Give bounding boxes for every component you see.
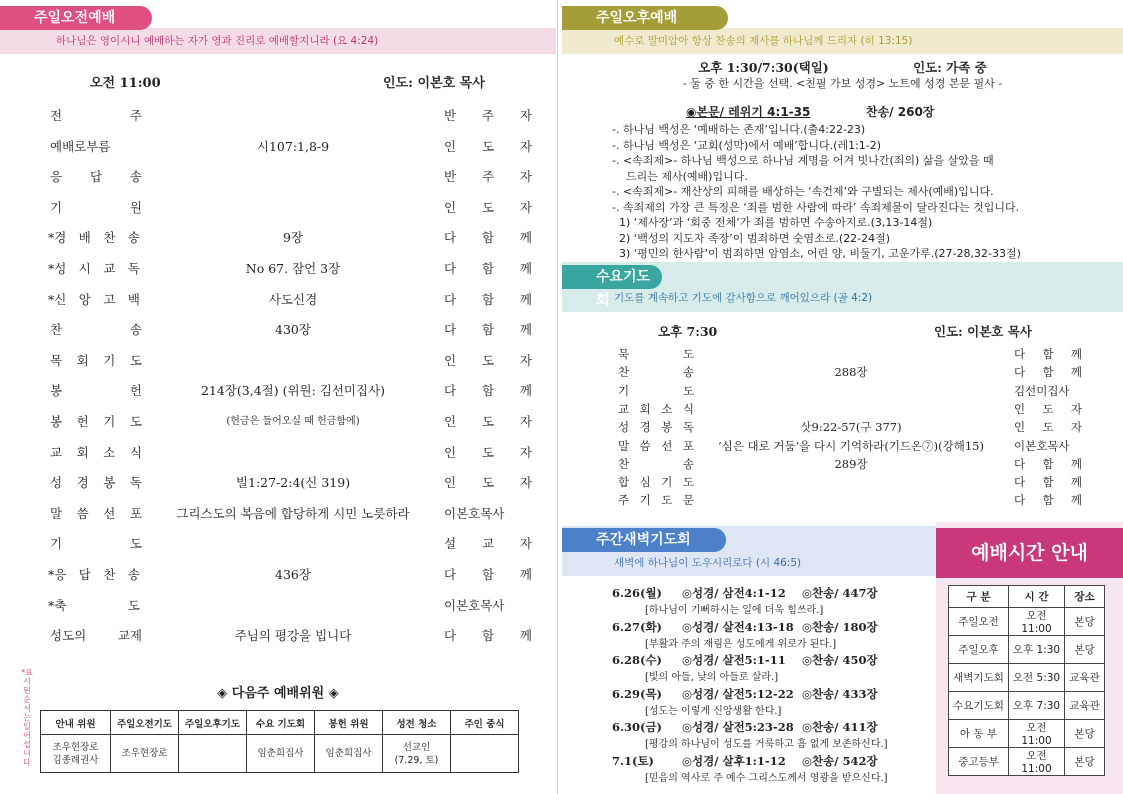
am-order-row — [0, 106, 556, 130]
time-guide-time: 오전11:00 — [1009, 608, 1065, 636]
wednesday-order-title: 주 기 도 문 — [618, 493, 694, 508]
wednesday-leader: 인도: 이본호 목사 — [934, 324, 1032, 339]
sunday-am-verse: 하나님은 영이시니 예배하는 자가 영과 진리로 예배할지니라 (요 4:24) — [0, 28, 556, 54]
am-order-row — [0, 137, 556, 161]
wednesday-order-title: 말 씀 선 포 — [618, 438, 694, 453]
time-guide-service: 중고등부 — [949, 748, 1009, 776]
am-order-title: 성도의 교제 — [50, 628, 142, 644]
dawn-day-passage: ◎성경/ 살전5:1-11 — [682, 653, 786, 667]
am-order-title: 응 답 송 — [50, 169, 142, 185]
wednesday-order-row — [0, 474, 1123, 492]
dawn-day-theme: [믿음의 역사로 주 예수 그리스도께서 영광을 받으신다.] — [645, 772, 888, 784]
am-order-detail: 사도신경 — [268, 291, 318, 307]
am-order-person: 다 함 께 — [444, 291, 532, 307]
time-guide-place: 본당 — [1065, 608, 1105, 636]
wednesday-order-title: 성 경 봉 독 — [618, 420, 694, 435]
dawn-day-row — [612, 619, 878, 635]
am-order-row — [0, 626, 556, 650]
next-week-value — [179, 735, 247, 773]
am-order-row — [0, 565, 556, 589]
am-order-person: 다 함 께 — [444, 628, 532, 644]
dawn-day-passage: ◎성경/ 삼전4:1-12 — [682, 586, 786, 600]
sunday-pm-verse: 예수로 말미암아 항상 찬송의 제사를 하나님께 드리자 (히 13:15) — [562, 28, 1123, 54]
am-order-title: 교 회 소 식 — [50, 444, 142, 460]
sunday-pm-info — [562, 58, 1123, 76]
am-order-title: 말 씀 선 포 — [50, 505, 142, 521]
am-order-title: *성 시 교 독 — [48, 261, 140, 276]
am-order-title: 목 회 기 도 — [50, 352, 142, 368]
time-guide-place: 본당 — [1065, 720, 1105, 748]
next-week-value: 임춘희집사 — [247, 735, 315, 773]
am-order-title: *응 답 찬 송 — [48, 567, 140, 582]
dawn-day-theme: [하나님이 기뻐하시는 일에 더욱 힘쓰라.] — [645, 605, 824, 616]
dawn-day-date: 6.26(월) — [612, 586, 662, 600]
time-guide-table — [948, 585, 1105, 776]
wednesday-order-detail: ‘심은 대로 거둠’을 다시 기억하라(기드온⑦)(강해15) — [718, 438, 984, 453]
am-order-person: 반 주 자 — [444, 108, 532, 123]
dawn-day-passage: ◎성경/ 살전5:12-22 — [682, 686, 794, 701]
wednesday-order-person: 인 도 자 — [1014, 420, 1082, 435]
wednesday-order-row — [0, 401, 1123, 419]
dawn-day-passage: ◎성경/ 살전4:13-18 — [682, 619, 794, 634]
am-order-title: 전 주 — [50, 108, 142, 123]
wednesday-order-person: 이본호목사 — [1014, 438, 1070, 453]
wednesday-order-title: 찬 송 — [618, 456, 694, 471]
wednesday-order-detail: 289장 — [834, 456, 868, 471]
am-order-person: 이본호목사 — [444, 597, 505, 613]
next-week-value — [451, 735, 519, 773]
dawn-day-hymn: ◎찬송/ 450장 — [802, 653, 878, 667]
am-order-title: 성 경 봉 독 — [50, 475, 142, 491]
am-order-detail: 빌1:27-2:4(신 319) — [235, 475, 351, 491]
am-order-row — [0, 320, 556, 344]
time-guide-service: 아 동 부 — [949, 720, 1009, 748]
wednesday-order-title: 찬 송 — [618, 365, 694, 380]
time-guide-time: 오후 1:30 — [1009, 636, 1065, 664]
dawn-day-date: 6.27(화) — [612, 619, 662, 634]
am-order-detail: No 67. 잠언 3장 — [245, 261, 341, 276]
time-guide-title: 예배시간 안내 — [936, 528, 1123, 578]
wednesday-order-person: 다 함 께 — [1014, 493, 1082, 508]
wednesday-order-person: 김선미집사 — [1014, 383, 1070, 398]
am-order-row — [0, 290, 556, 314]
dawn-day-date: 7.1(토) — [612, 753, 654, 768]
time-guide-panel — [936, 522, 1123, 794]
next-week-header: 주일오전기도 — [111, 711, 179, 735]
wednesday-order-row — [0, 364, 1123, 382]
time-guide-row — [949, 720, 1105, 748]
next-week-value: 조우현장로 김종례권사 — [41, 735, 111, 773]
wednesday-time: 오후 7:30 — [658, 324, 718, 339]
next-week-header: 봉헌 위원 — [315, 711, 383, 735]
am-order-person: 인 도 자 — [444, 138, 532, 154]
next-week-header: 주일오후기도 — [179, 711, 247, 735]
next-week-value: 임춘희집사 — [315, 735, 383, 773]
am-order-row — [0, 534, 556, 558]
time-guide-row — [949, 636, 1105, 664]
am-order-title: 기 원 — [50, 199, 142, 215]
dawn-day-passage: ◎성경/ 살전5:23-28 — [682, 720, 794, 734]
dawn-day-row — [612, 719, 878, 735]
time-guide-row — [949, 748, 1105, 776]
next-week-table — [40, 710, 519, 773]
sunday-pm-note-line: -. <속죄제>- 하나님 백성으로 하나님 계명을 어겨 빗나간(죄의) 삶을 살았을 때 — [612, 154, 994, 167]
dawn-day-hymn: ◎찬송/ 447장 — [802, 586, 878, 600]
next-week-value: 선교인 (7.29, 토) — [383, 735, 451, 773]
am-order-detail: 436장 — [275, 567, 311, 582]
wednesday-order-person: 다 함 께 — [1014, 347, 1082, 361]
wednesday-order-row — [0, 419, 1123, 437]
standing-note: *표시된 순서는 일어섭니다 — [21, 668, 33, 767]
sunday-pm-note-line: -. 속죄제의 가장 큰 특징은 ‘죄를 범한 사람에 따라’ 속죄제물이 달라진다는 것입니다. — [612, 200, 1020, 214]
am-order-person: 인 도 자 — [444, 199, 532, 215]
time-guide-service: 수요기도회 — [949, 692, 1009, 720]
time-guide-place: 교육관 — [1065, 692, 1105, 720]
dawn-day-hymn: ◎찬송/ 433장 — [802, 686, 878, 701]
wednesday-order-row — [0, 346, 1123, 364]
sunday-pm-note: - 둘 중 한 시간을 선택. <친필 가보 성경> 노트에 성경 본문 필사 - — [682, 77, 1003, 90]
am-order-person: 다 함 께 — [444, 261, 532, 276]
wednesday-order-person: 다 함 께 — [1014, 365, 1082, 380]
am-order-person: 인 도 자 — [444, 444, 532, 460]
am-order-row — [0, 596, 556, 620]
am-order-row — [0, 228, 556, 252]
next-week-value: 조우현장로 — [111, 735, 179, 773]
am-order-person: 다 함 께 — [444, 383, 532, 399]
sunday-pm-note-line: 1) ‘제사장’과 ‘회중 전체’가 죄를 범하면 수송아지로.(3,13-14절) — [612, 216, 933, 229]
am-order-person: 이본호목사 — [444, 505, 505, 521]
time-guide-service: 새벽기도회 — [949, 664, 1009, 692]
dawn-day-row — [612, 753, 878, 769]
time-guide-row — [949, 664, 1105, 692]
am-order-title: 봉 헌 — [50, 383, 142, 399]
am-order-title: *경 배 찬 송 — [48, 230, 140, 246]
wednesday-verse: 기도를 계속하고 기도에 감사함으로 깨어있으라 (골 4:2) — [562, 284, 1123, 312]
am-order-title: 찬 송 — [50, 322, 142, 338]
time-guide-header: 구 분 — [949, 586, 1009, 608]
sunday-pm-note-line: -. 하나님 백성은 ‘교회(성막)에서 예배’합니다.(레1:1-2) — [612, 138, 882, 152]
am-order-detail: 214장(3,4절) (위원: 김선미집사) — [200, 383, 386, 399]
sunday-pm-note-line: -. <속죄제>- 재산상의 피해를 배상하는 ‘속건제’와 구별되는 제사(예배)입니다. — [612, 185, 994, 198]
wednesday-order-row — [0, 438, 1123, 456]
sunday-pm-time: 오후 1:30/7:30(택일) — [698, 60, 829, 75]
dawn-day-date: 6.28(수) — [612, 653, 662, 667]
am-order-detail: 9장 — [282, 230, 304, 246]
time-guide-place: 교육관 — [1065, 664, 1105, 692]
time-guide-place: 본당 — [1065, 748, 1105, 776]
time-guide-time: 오전11:00 — [1009, 720, 1065, 748]
sunday-pm-note-line: 3) ‘평민의 한사람’이 범죄하면 암염소, 어린 양, 비둘기, 고운가루.(27-28,32-33절) — [612, 247, 1021, 260]
sunday-pm-note-line: -. 하나님 백성은 ‘예배하는 존재’입니다.(출4:22-23) — [612, 123, 866, 136]
am-order-detail: 주님의 평강을 빕니다 — [234, 628, 352, 644]
am-order-person: 설 교 자 — [444, 536, 532, 552]
wednesday-order-row — [0, 492, 1123, 510]
time-guide-service: 주일오전 — [949, 608, 1009, 636]
dawn-day-theme: [성도는 이렇게 신앙생활 한다.] — [645, 705, 782, 717]
dawn-day-theme: [부활과 주의 재림은 성도에게 위로가 된다.] — [645, 638, 837, 650]
dawn-day-hymn: ◎찬송/ 411장 — [802, 720, 878, 734]
sunday-pm-leader: 인도: 가족 중 — [913, 60, 987, 75]
am-order-title: 봉 헌 기 도 — [50, 414, 142, 429]
time-guide-row — [949, 692, 1105, 720]
dawn-header: 주간새벽기도회 — [562, 528, 726, 552]
sunday-pm-scripture: ◉본문/ 레위기 4:1-35 — [686, 105, 811, 119]
am-order-detail: 시107:1,8-9 — [256, 138, 330, 154]
sunday-pm-hymn: 찬송/ 260장 — [866, 105, 935, 119]
sunday-am-time: 오전 11:00 — [90, 76, 161, 91]
dawn-day-hymn: ◎찬송/ 542장 — [802, 753, 878, 768]
am-order-detail: 430장 — [275, 322, 311, 338]
time-guide-time: 오전 5:30 — [1009, 664, 1065, 692]
time-guide-header: 시 간 — [1009, 586, 1065, 608]
wednesday-order-title: 기 도 — [618, 383, 694, 398]
time-guide-row — [949, 608, 1105, 636]
next-week-header: 주인 중식 — [451, 711, 519, 735]
dawn-day-date: 6.29(목) — [612, 686, 662, 701]
dawn-day-hymn: ◎찬송/ 180장 — [802, 619, 878, 634]
dawn-day-passage: ◎성경/ 살후1:1-12 — [682, 753, 786, 768]
sunday-am-leader: 인도: 이본호 목사 — [383, 76, 485, 91]
time-guide-header: 장소 — [1065, 586, 1105, 608]
dawn-day-row — [612, 652, 878, 668]
sunday-pm-note-line: 2) ‘백성의 지도자 족장’이 범죄하면 숫염소로.(22-24절) — [612, 231, 891, 245]
wednesday-order-title: 교 회 소 식 — [618, 401, 694, 416]
time-guide-place: 본당 — [1065, 636, 1105, 664]
sunday-am-header: 주일오전예배 — [0, 6, 152, 30]
am-order-title: 예배로부름 — [50, 138, 111, 154]
am-order-person: 인 도 자 — [444, 475, 532, 491]
wednesday-order-person: 다 함 께 — [1014, 456, 1082, 471]
dawn-day-row — [612, 686, 878, 702]
am-order-detail: (헌금은 들어오실 때 헌금함에) — [226, 416, 360, 427]
am-order-detail: 그리스도의 복음에 합당하게 시민 노릇하라 — [176, 505, 410, 521]
wednesday-order-detail: 삿9:22-57(구 377) — [800, 420, 902, 435]
am-order-person: 다 함 께 — [444, 322, 532, 338]
next-week-title: ◈ 다음주 예배위원 ◈ — [217, 686, 339, 701]
dawn-verse: 새벽에 하나님이 도우시리로다 (시 46:5) — [562, 550, 936, 576]
next-week-header: 안내 위원 — [41, 711, 111, 735]
time-guide-service: 주일오후 — [949, 636, 1009, 664]
am-order-row — [0, 259, 556, 283]
time-guide-time: 오전11:00 — [1009, 748, 1065, 776]
sunday-pm-note-line: 드리는 제사(예배)입니다. — [612, 169, 748, 183]
dawn-day-date: 6.30(금) — [612, 720, 662, 734]
am-order-person: 인 도 자 — [444, 352, 532, 368]
wednesday-header: 수요기도회 — [562, 265, 662, 289]
am-order-person: 인 도 자 — [444, 414, 532, 429]
am-order-person: 반 주 자 — [444, 169, 532, 185]
dawn-day-row — [612, 585, 878, 601]
am-order-person: 다 함 께 — [444, 567, 532, 582]
wednesday-order-detail: 288장 — [834, 365, 868, 380]
am-order-title: *신 앙 고 백 — [48, 291, 140, 307]
wednesday-order-title: 합 심 기 도 — [618, 475, 694, 490]
wednesday-order-row — [0, 383, 1123, 401]
wednesday-order-person: 인 도 자 — [1014, 401, 1082, 416]
am-order-row — [0, 198, 556, 222]
am-order-title: 기 도 — [50, 536, 142, 552]
am-order-person: 다 함 께 — [444, 230, 532, 246]
wednesday-order-person: 다 함 께 — [1014, 475, 1082, 490]
am-order-row — [0, 167, 556, 191]
am-order-title: *축 도 — [48, 597, 140, 613]
sunday-pm-header: 주일오후예배 — [562, 6, 728, 30]
wednesday-order-row — [0, 456, 1123, 474]
dawn-day-theme: [빛의 아들, 낮의 아들로 살라.] — [645, 672, 779, 683]
dawn-day-theme: [평강의 하나님이 성도를 거룩하고 흠 없게 보존하신다.] — [645, 739, 888, 750]
wednesday-order-title: 묵 도 — [618, 347, 694, 361]
time-guide-time: 오후 7:30 — [1009, 692, 1065, 720]
next-week-header: 수요 기도회 — [247, 711, 315, 735]
next-week-header: 성전 청소 — [383, 711, 451, 735]
